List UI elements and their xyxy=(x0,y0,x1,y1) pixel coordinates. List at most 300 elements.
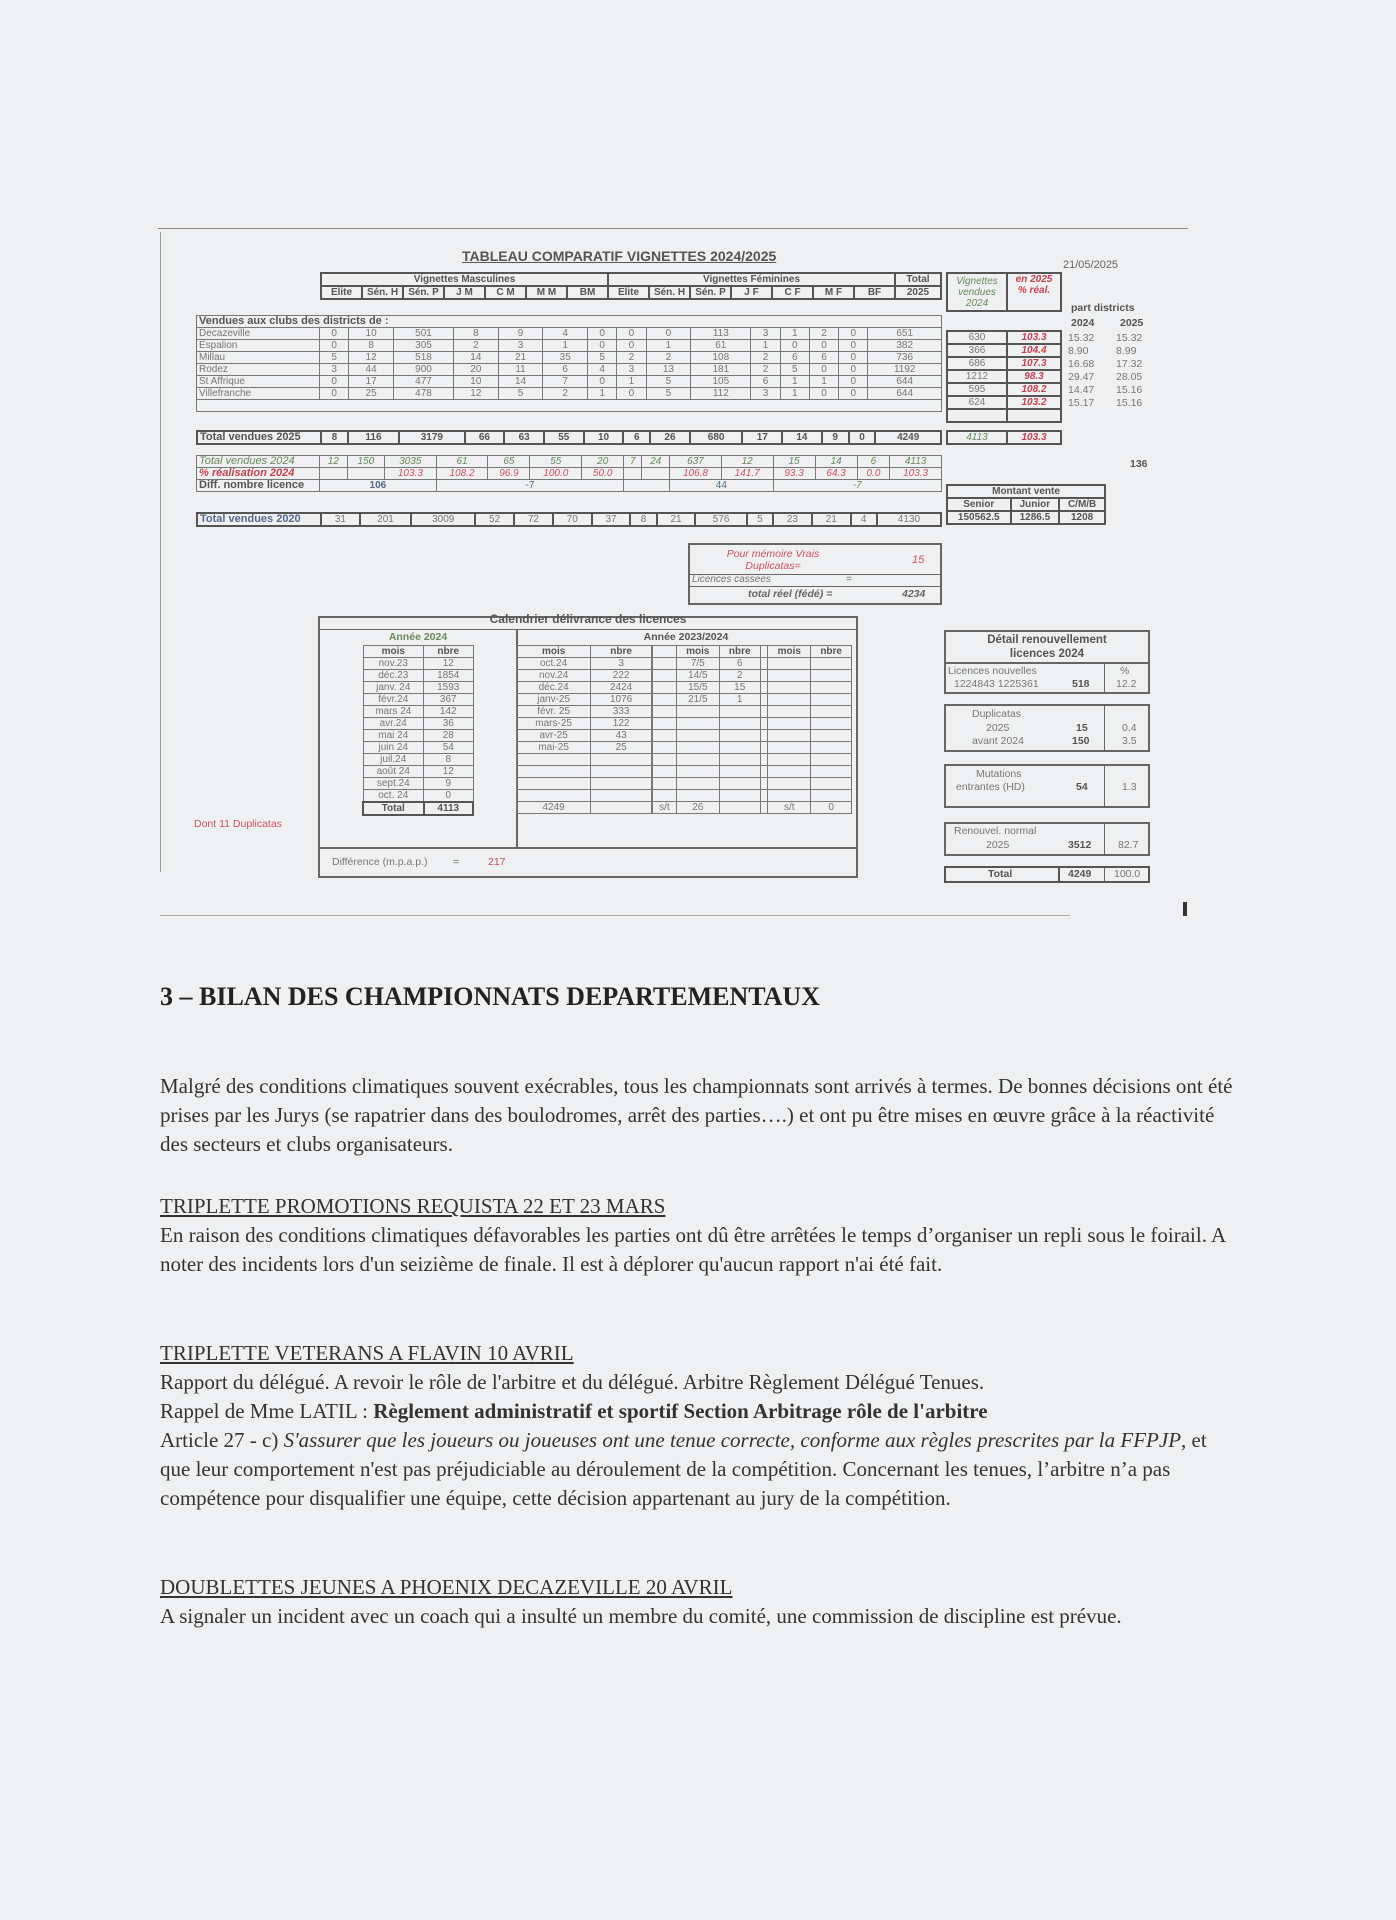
blank xyxy=(1007,409,1061,422)
real-2025: 98.3 xyxy=(1007,370,1061,383)
districts-2024-table xyxy=(946,330,1062,423)
total-2024-cell: 20 xyxy=(582,456,624,468)
district-name: Espalion xyxy=(197,340,320,352)
cell: 6 xyxy=(543,364,588,376)
empty xyxy=(653,706,677,718)
count-cell: 222 xyxy=(591,670,652,682)
s2-title: TRIPLETTE VETERANS A FLAVIN 10 AVRIL xyxy=(160,1341,574,1365)
cell: 0 xyxy=(320,388,349,400)
cell: 2 xyxy=(617,352,646,364)
real-2024-cell xyxy=(624,468,642,480)
cell: 21 xyxy=(498,352,543,364)
cell: 651 xyxy=(868,328,942,340)
empty xyxy=(719,790,760,802)
total-reel-label: total réel (fédé) = xyxy=(748,588,833,600)
cell: 0 xyxy=(780,340,809,352)
part-districts xyxy=(1068,332,1142,410)
empty xyxy=(760,718,768,730)
empty xyxy=(653,694,677,706)
cell: 7 xyxy=(543,376,588,388)
cell: 3 xyxy=(751,328,780,340)
cell: 1 xyxy=(780,328,809,340)
cell: 10 xyxy=(454,376,499,388)
total-2024-cell: 637 xyxy=(670,456,722,468)
cell: 0 xyxy=(839,364,868,376)
part-2024: 8.90 xyxy=(1068,345,1089,357)
vendues-header xyxy=(946,272,1062,312)
empty xyxy=(719,706,760,718)
part-row xyxy=(1068,371,1142,384)
cell: 0 xyxy=(646,328,691,340)
cell: 2 xyxy=(543,388,588,400)
empty xyxy=(653,658,677,670)
cell: 2 xyxy=(646,352,691,364)
cell: 900 xyxy=(393,364,453,376)
cell: 0 xyxy=(617,328,646,340)
col-header: C F xyxy=(772,286,813,299)
cell: 736 xyxy=(868,352,942,364)
scan-edge xyxy=(160,232,161,872)
nbre-header: nbre xyxy=(424,646,474,658)
day-cell: 21/5 xyxy=(676,694,719,706)
total-2025-cell: 6 xyxy=(623,431,650,444)
cell: 0 xyxy=(809,388,838,400)
total-2025-cell: 55 xyxy=(544,431,584,444)
cell: 1192 xyxy=(868,364,942,376)
col-header: Sén. H xyxy=(649,286,690,299)
cell: 518 xyxy=(393,352,453,364)
empty xyxy=(811,742,852,754)
real-2024-cell: 64.3 xyxy=(815,468,857,480)
part-row xyxy=(1068,358,1142,371)
col-header: C M xyxy=(485,286,526,299)
nbre-header: nbre xyxy=(811,646,852,658)
month-cell: févr. 25 xyxy=(517,706,591,718)
cell: 305 xyxy=(393,340,453,352)
month-cell: avr.24 xyxy=(363,718,424,730)
total-2020-cell: 8 xyxy=(630,513,656,526)
total-2024-label: Total vendues 2024 xyxy=(197,456,320,468)
cell: 108 xyxy=(691,352,751,364)
montant-title: Montant vente xyxy=(947,485,1105,498)
total-2020-label: Total vendues 2020 xyxy=(197,513,321,526)
cell: 0 xyxy=(320,376,349,388)
part-row xyxy=(1068,397,1142,410)
empty xyxy=(811,754,852,766)
cell: 0 xyxy=(588,328,617,340)
empty xyxy=(517,754,591,766)
total-2025-cell: 680 xyxy=(690,431,743,444)
empty xyxy=(653,778,677,790)
cell: 1 xyxy=(780,388,809,400)
month-cell: juin 24 xyxy=(363,742,424,754)
district-name: Rodez xyxy=(197,364,320,376)
mois-header: mois xyxy=(363,646,424,658)
cell: 17 xyxy=(349,376,394,388)
total-2020-cell: 31 xyxy=(321,513,360,526)
vendues-2024: 686 xyxy=(947,357,1007,370)
subtotal-value: 0 xyxy=(811,802,852,814)
intro-paragraph: Malgré des conditions climatiques souvent exécrables, tous les championnats sont arrivés à termes. De bonnes décisions ont été prises par les Jurys (se rapatrier dans des boulodromes, arrêt des parties….) et ont pu être mises en œuvre grâce à la réactivité des secteurs et clubs organisateurs. xyxy=(160,1074,1233,1156)
total-2024-cell: 14 xyxy=(815,456,857,468)
total-2025-cell: 63 xyxy=(504,431,544,444)
total-2025-side xyxy=(946,430,1062,445)
total-2020-cell: 4 xyxy=(851,513,877,526)
part-2025: 15.16 xyxy=(1116,397,1143,409)
cell: 105 xyxy=(691,376,751,388)
part-districts-title: part districts xyxy=(1071,302,1135,314)
total-2024-cell: 6 xyxy=(857,456,890,468)
masc-header: Vignettes Masculines xyxy=(321,273,608,286)
cell: 0 xyxy=(320,328,349,340)
cell: 0 xyxy=(809,364,838,376)
cell: 1 xyxy=(617,376,646,388)
s2-line1: Rapport du délégué. A revoir le rôle de l'arbitre et du délégué. Arbitre Règlement Délégué Tenues. xyxy=(160,1370,985,1394)
month-cell: janv. 24 xyxy=(363,682,424,694)
empty xyxy=(719,802,760,814)
empty xyxy=(760,754,768,766)
empty xyxy=(768,718,811,730)
cell: 2 xyxy=(751,364,780,376)
part-2024: 14.47 xyxy=(1068,384,1095,396)
total-2025-cell: 66 xyxy=(465,431,505,444)
cell: 5 xyxy=(320,352,349,364)
empty xyxy=(719,778,760,790)
cell: 4 xyxy=(588,364,617,376)
district-row xyxy=(197,328,942,340)
count-cell: 12 xyxy=(424,658,474,670)
real-2024-cell: 50.0 xyxy=(582,468,624,480)
subtotal-label: s/t xyxy=(768,802,811,814)
empty xyxy=(768,766,811,778)
empty xyxy=(719,730,760,742)
month-cell: oct.24 xyxy=(517,658,591,670)
cell: 0 xyxy=(617,340,646,352)
real-2025: 104.4 xyxy=(1007,344,1061,357)
real-2025: 108.2 xyxy=(1007,383,1061,396)
empty xyxy=(653,766,677,778)
montant-senior: 150562.5 xyxy=(947,511,1011,524)
s2-rest: , et que leur comportement n'est pas préjudiciable au déroulement de la compétition. Concernant les tenues, l’arbitre n’a pas compétence pour disqualifier une équipe, cette décision appartenant au jury de la compétition. xyxy=(160,1428,1207,1510)
count-cell: 9 xyxy=(424,778,474,790)
total-2020-cell: 5 xyxy=(747,513,773,526)
month-cell: déc.23 xyxy=(363,670,424,682)
districts-table xyxy=(196,315,942,412)
empty xyxy=(653,754,677,766)
total-2025-cell: 10 xyxy=(584,431,624,444)
cell: 13 xyxy=(646,364,691,376)
cell: 5 xyxy=(588,352,617,364)
cell: 20 xyxy=(454,364,499,376)
part-2025-header: 2025 xyxy=(1120,317,1144,329)
count-cell: 12 xyxy=(424,766,474,778)
empty xyxy=(760,778,768,790)
cell: 14 xyxy=(498,376,543,388)
col-header: BM xyxy=(567,286,608,299)
total-2024-cell: 12 xyxy=(721,456,773,468)
total-2020-cell: 4130 xyxy=(877,513,941,526)
count-cell: 2 xyxy=(719,670,760,682)
s1-text: En raison des conditions climatiques défavorables les parties ont dû être arrêtées le temps d’organiser un repli sous le foirail. A noter des incidents lors d'un seizième de finale. Il est à déplorer qu'aucun rapport n'ai été fait. xyxy=(160,1223,1226,1276)
col-header: M M xyxy=(526,286,567,299)
cell: 0 xyxy=(839,340,868,352)
empty xyxy=(811,790,852,802)
cell: 4 xyxy=(543,328,588,340)
district-name: St Affrique xyxy=(197,376,320,388)
scan-mark xyxy=(1183,902,1187,916)
comparison-table xyxy=(196,455,942,492)
cell: 0 xyxy=(588,376,617,388)
cell: 477 xyxy=(393,376,453,388)
empty xyxy=(768,694,811,706)
empty xyxy=(811,694,852,706)
district-name: Decazeville xyxy=(197,328,320,340)
empty xyxy=(768,790,811,802)
empty xyxy=(676,730,719,742)
mois-header: mois xyxy=(676,646,719,658)
real-2024-label: % réalisation 2024 xyxy=(197,468,320,480)
s1-title: TRIPLETTE PROMOTIONS REQUISTA 22 ET 23 MARS xyxy=(160,1194,666,1218)
cell: 644 xyxy=(868,376,942,388)
total-2020-cell: 52 xyxy=(475,513,514,526)
empty xyxy=(517,778,591,790)
total-reel-value: 4234 xyxy=(902,588,926,600)
part-row xyxy=(1068,345,1142,358)
montant-cmb: 1208 xyxy=(1059,511,1105,524)
total-2024-cell: 12 xyxy=(320,456,348,468)
s3-text: A signaler un incident avec un coach qui a insulté un membre du comité, une commission de discipline est prévue. xyxy=(160,1604,1122,1628)
empty xyxy=(591,802,652,814)
cell: 5 xyxy=(498,388,543,400)
total-2025-cell: 4249 xyxy=(875,431,941,444)
empty xyxy=(760,790,768,802)
vendues-2024-header: Vignettes vendues 2024 xyxy=(947,273,1007,311)
col-header: J F xyxy=(731,286,772,299)
total-2020-cell: 576 xyxy=(695,513,746,526)
districts-title: Vendues aux clubs des districts de : xyxy=(197,316,942,328)
empty xyxy=(591,790,652,802)
empty xyxy=(760,802,768,814)
real-2024-cell xyxy=(347,468,384,480)
day-cell: 15/5 xyxy=(676,682,719,694)
total-2025-cell: 26 xyxy=(650,431,690,444)
total-2024-cell: 61 xyxy=(436,456,488,468)
cell: 382 xyxy=(868,340,942,352)
cell: 2 xyxy=(454,340,499,352)
real-2024-cell xyxy=(320,468,348,480)
empty xyxy=(676,778,719,790)
cell: 1 xyxy=(809,376,838,388)
real-2024-cell: 100.0 xyxy=(530,468,582,480)
total-value: 4113 xyxy=(424,802,474,815)
detail-total: Total 4249 100.0 xyxy=(944,866,1150,883)
real-2024-cell: 0.0 xyxy=(857,468,890,480)
empty xyxy=(760,742,768,754)
fem-header: Vignettes Féminines xyxy=(608,273,895,286)
cell: 0 xyxy=(839,388,868,400)
month-cell: oct. 24 xyxy=(363,790,424,803)
cell: 0 xyxy=(839,352,868,364)
total-2024-sold: 4113 xyxy=(947,431,1007,444)
part-row xyxy=(1068,384,1142,397)
cell: 1 xyxy=(780,376,809,388)
difference-eq: = xyxy=(453,856,460,868)
empty xyxy=(676,790,719,802)
total-2020-cell: 70 xyxy=(553,513,592,526)
total-2024-cell: 3035 xyxy=(385,456,437,468)
empty xyxy=(760,730,768,742)
date: 21/05/2025 xyxy=(1063,259,1119,271)
cell: 0 xyxy=(320,340,349,352)
empty xyxy=(811,718,852,730)
cell: 0 xyxy=(839,328,868,340)
part-2025: 15.32 xyxy=(1116,332,1143,344)
district-name: Millau xyxy=(197,352,320,364)
total-2020-cell: 3009 xyxy=(411,513,475,526)
diff-f1: 44 xyxy=(670,480,773,492)
total-2020-cell: 37 xyxy=(592,513,631,526)
col-header: Elite xyxy=(608,286,649,299)
montant-junior: 1286.5 xyxy=(1011,511,1060,524)
detail-mutations: Mutations entrantes (HD) 54 1.3 xyxy=(944,764,1150,808)
diff-m2: -7 xyxy=(436,480,624,492)
empty xyxy=(676,766,719,778)
empty xyxy=(653,670,677,682)
memoire-label: Pour mémoire Vrais Duplicatas= xyxy=(726,548,820,572)
month-cell: janv-25 xyxy=(517,694,591,706)
empty xyxy=(591,778,652,790)
empty xyxy=(811,766,852,778)
empty xyxy=(811,670,852,682)
dont-duplicatas: Dont 11 Duplicatas xyxy=(194,818,282,830)
memoire-box xyxy=(688,543,942,605)
cell: 0 xyxy=(839,376,868,388)
day-cell: 14/5 xyxy=(676,670,719,682)
total-header: Total xyxy=(895,273,941,286)
year-2024: Année 2024 xyxy=(388,631,448,643)
total-value: 4249 xyxy=(517,802,591,814)
calendar-col3 xyxy=(652,645,852,814)
real-2024-cell: 106.8 xyxy=(670,468,722,480)
count-cell: 36 xyxy=(424,718,474,730)
licences-cassees: Licences cassees xyxy=(692,574,771,585)
empty xyxy=(760,670,768,682)
count-cell: 1 xyxy=(719,694,760,706)
vendues-2024: 624 xyxy=(947,396,1007,409)
empty xyxy=(811,730,852,742)
subtotal-value: 26 xyxy=(676,802,719,814)
empty xyxy=(760,658,768,670)
total-label: Total xyxy=(363,802,424,815)
part-2025: 15.16 xyxy=(1116,384,1143,396)
empty xyxy=(760,682,768,694)
empty xyxy=(653,682,677,694)
cell: 25 xyxy=(349,388,394,400)
count-cell: 122 xyxy=(591,718,652,730)
cell: 6 xyxy=(751,376,780,388)
header-table xyxy=(320,272,942,300)
diff-label: Diff. nombre licence xyxy=(197,480,320,492)
month-cell: févr.24 xyxy=(363,694,424,706)
empty xyxy=(811,682,852,694)
count-cell: 367 xyxy=(424,694,474,706)
part-2024-header: 2024 xyxy=(1071,317,1095,329)
cell: 1 xyxy=(588,388,617,400)
empty xyxy=(760,694,768,706)
cell: 14 xyxy=(454,352,499,364)
side-number: 136 xyxy=(1130,458,1148,470)
s3-title: DOUBLETTES JEUNES A PHOENIX DECAZEVILLE 20 AVRIL xyxy=(160,1575,733,1599)
cell: 12 xyxy=(454,388,499,400)
part-2024: 15.17 xyxy=(1068,397,1095,409)
detail-duplicatas: Duplicatas 2025 15 0.4 avant 2024 150 3.5 xyxy=(944,704,1150,752)
total-2025-cell: 14 xyxy=(782,431,822,444)
montant-col: Junior xyxy=(1011,498,1060,511)
diff-m1: 106 xyxy=(320,480,437,492)
total-2024-cell: 150 xyxy=(347,456,384,468)
memoire-value: 15 xyxy=(912,554,925,566)
total-2025-cell: 9 xyxy=(822,431,849,444)
col-header: M F xyxy=(813,286,854,299)
empty xyxy=(768,778,811,790)
cell: 3 xyxy=(320,364,349,376)
subtotal-label: s/t xyxy=(653,802,677,814)
s2-rappel: Rappel de Mme LATIL : xyxy=(160,1399,374,1423)
cell: 1 xyxy=(751,340,780,352)
empty xyxy=(653,718,677,730)
month-cell: août 24 xyxy=(363,766,424,778)
real-2024-cell: 103.3 xyxy=(385,468,437,480)
count-cell: 3 xyxy=(591,658,652,670)
cell: 644 xyxy=(868,388,942,400)
blank-row xyxy=(197,400,942,412)
part-2024: 16.68 xyxy=(1068,358,1095,370)
total-2024-cell: 65 xyxy=(488,456,530,468)
empty xyxy=(591,754,652,766)
montant-col: C/M/B xyxy=(1059,498,1105,511)
count-cell: 15 xyxy=(719,682,760,694)
empty xyxy=(768,730,811,742)
district-name: Villefranche xyxy=(197,388,320,400)
real-2025-header: en 2025 % réal. xyxy=(1007,273,1061,311)
calendar-col2 xyxy=(516,645,652,814)
detail-box xyxy=(944,630,1150,883)
cell: 61 xyxy=(691,340,751,352)
real-2024-cell: 93.3 xyxy=(773,468,815,480)
montant-col: Senior xyxy=(947,498,1011,511)
total-2025-cell: 17 xyxy=(742,431,782,444)
month-cell: mai-25 xyxy=(517,742,591,754)
cell: 0 xyxy=(588,340,617,352)
real-2025: 107.3 xyxy=(1007,357,1061,370)
cell: 478 xyxy=(393,388,453,400)
empty xyxy=(768,682,811,694)
part-2024: 29.47 xyxy=(1068,371,1095,383)
empty xyxy=(811,778,852,790)
cell: 35 xyxy=(543,352,588,364)
empty xyxy=(768,670,811,682)
cell: 10 xyxy=(349,328,394,340)
nbre-header: nbre xyxy=(591,646,652,658)
blank xyxy=(947,409,1007,422)
s2-text xyxy=(160,1368,1240,1513)
cell: 6 xyxy=(780,352,809,364)
empty xyxy=(768,742,811,754)
real-2024-cell: 108.2 xyxy=(436,468,488,480)
vendues-2024: 595 xyxy=(947,383,1007,396)
section-title: 3 – BILAN DES CHAMPIONNATS DEPARTEMENTAUX xyxy=(160,982,820,1011)
empty xyxy=(676,754,719,766)
